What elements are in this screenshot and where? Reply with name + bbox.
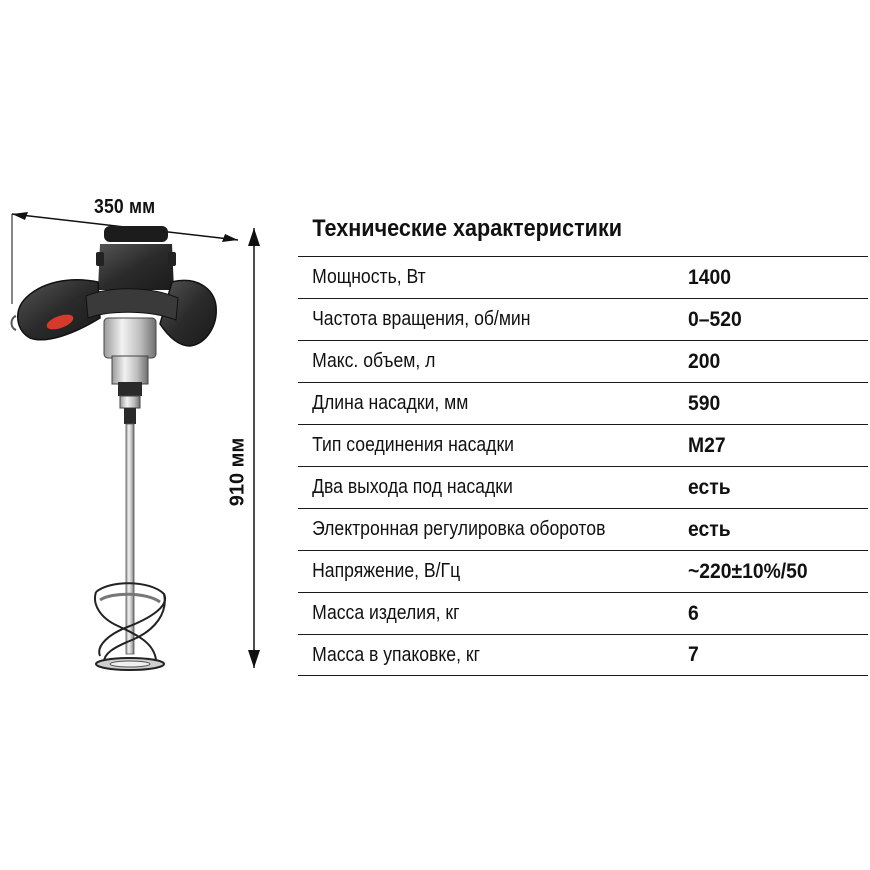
specifications-title: Технические характеристики: [312, 215, 623, 242]
spec-label: Два выхода под насадки: [312, 476, 513, 498]
spec-row-speed: [298, 298, 868, 340]
spec-value: есть: [688, 517, 731, 541]
spec-row-weight: [298, 592, 868, 634]
spec-row-electronic-control: [298, 508, 868, 550]
spec-label: Тип соединения насадки: [312, 434, 514, 456]
gear-neck: [104, 318, 156, 424]
spec-value: 200: [688, 349, 721, 373]
specifications-table: [298, 208, 868, 676]
spec-value: 7: [688, 643, 699, 666]
spec-row-max-volume: [298, 340, 868, 382]
spec-row-two-outputs: [298, 466, 868, 508]
spec-value: есть: [688, 475, 731, 499]
spec-row-voltage: [298, 550, 868, 592]
spec-value: 590: [688, 391, 721, 415]
mixer-shaft: [126, 424, 134, 654]
spec-row-packed-weight: [298, 634, 868, 676]
spec-label: Частота вращения, об/мин: [312, 308, 531, 330]
spec-label: Длина насадки, мм: [312, 392, 469, 414]
height-dimension-arrow: [248, 228, 260, 668]
spec-label: Электронная регулировка оборотов: [312, 518, 606, 540]
spec-value: M27: [688, 433, 726, 457]
spec-row-paddle-length: [298, 382, 868, 424]
spec-value: 6: [688, 601, 699, 625]
spec-label: Напряжение, В/Гц: [312, 560, 461, 582]
spec-value: 1400: [688, 265, 731, 289]
spec-label: Масса изделия, кг: [312, 602, 460, 624]
motor-housing: [96, 226, 176, 290]
spec-label: Макс. объем, л: [312, 350, 436, 372]
spec-value: 0–520: [688, 307, 742, 331]
spec-row-power: [298, 256, 868, 298]
width-dimension-label: 350 мм: [94, 196, 156, 218]
spec-label: Масса в упаковке, кг: [312, 643, 480, 666]
mixer-tool-illustration: [0, 0, 300, 870]
height-dimension-label: 910 мм: [226, 437, 249, 507]
spec-row-connection-type: [298, 424, 868, 466]
spec-label: Мощность, Вт: [312, 266, 426, 288]
spec-value: ~220±10%/50: [688, 559, 808, 583]
